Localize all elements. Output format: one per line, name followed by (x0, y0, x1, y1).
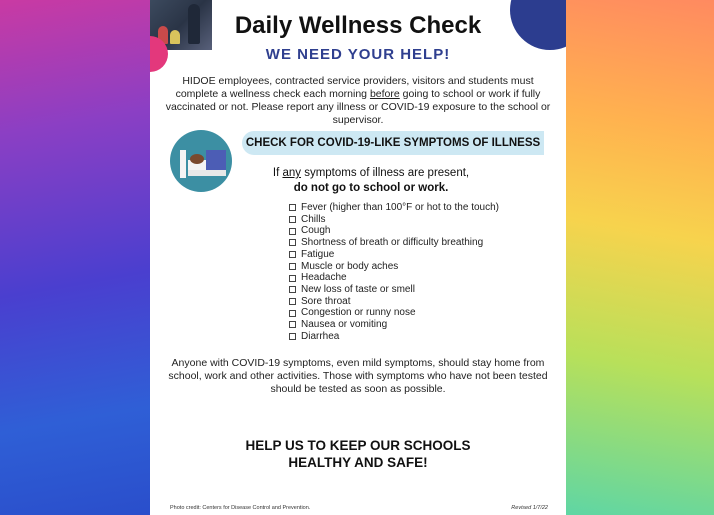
checkbox-icon[interactable] (289, 251, 296, 258)
symptom-label: Muscle or body aches (301, 260, 399, 272)
guidance-paragraph: Anyone with COVID-19 symptoms, even mild symptoms, should stay home from school, work and other activities. Those with symptoms who have not been tested should be tested as soon as possible. (168, 357, 548, 395)
symptom-label: Congestion or runny nose (301, 307, 416, 319)
symptom-label: Fever (higher than 100°F or hot to the touch) (301, 202, 499, 213)
symptoms-banner (242, 131, 544, 155)
gradient-background-left (0, 0, 150, 515)
warning-text-part: If (272, 167, 283, 179)
document-page (150, 0, 566, 515)
page-title: Daily Wellness Check (234, 12, 482, 39)
warning-text-part: symptoms of illness are present, (301, 167, 470, 179)
symptom-label: Chills (301, 213, 326, 225)
symptom-label: Headache (301, 272, 347, 284)
checkbox-icon[interactable] (289, 216, 296, 223)
symptom-label: Sore throat (301, 295, 351, 307)
intro-paragraph (164, 75, 552, 127)
list-item (289, 331, 499, 343)
warning-emphasis: any (282, 167, 302, 179)
symptom-label: Shortness of breath or difficulty breathing (301, 237, 484, 249)
list-item (289, 249, 499, 261)
warning-bold-line: do not go to school or work. (293, 182, 449, 194)
symptom-label: Fatigue (301, 248, 335, 260)
symptom-label: New loss of taste or smell (301, 283, 415, 295)
symptom-label: Diarrhea (301, 330, 340, 342)
revision-date: Revised 1/7/22 (511, 505, 548, 511)
banner-label: CHECK FOR COVID-19-LIKE SYMPTOMS OF ILLNESS (245, 137, 541, 149)
checkbox-icon[interactable] (289, 204, 296, 211)
closing-line: HEALTHY AND SAFE! (288, 455, 428, 470)
photo-credit: Photo credit: Centers for Disease Control and Prevention. (170, 505, 311, 511)
checkbox-icon[interactable] (289, 321, 296, 328)
checkbox-icon[interactable] (289, 286, 296, 293)
intro-text: going to school or work if fully vaccinated or not. Please report any illness or COVID-19 exposure to the school or supervisor. (165, 88, 551, 126)
checkbox-icon[interactable] (289, 275, 296, 282)
list-item (289, 296, 499, 308)
list-item (289, 225, 499, 237)
warning-text (220, 166, 522, 196)
symptom-label: Nausea or vomiting (301, 319, 388, 331)
closing-message (150, 437, 566, 471)
checkbox-icon[interactable] (289, 298, 296, 305)
checkbox-icon[interactable] (289, 333, 296, 340)
list-item (289, 202, 499, 214)
closing-line: HELP US TO KEEP OUR SCHOOLS (245, 438, 471, 453)
intro-emphasis: before (369, 88, 400, 100)
symptom-label: Cough (301, 225, 331, 237)
list-item (289, 214, 499, 226)
list-item (289, 319, 499, 331)
checkbox-icon[interactable] (289, 239, 296, 246)
gradient-background-right (566, 0, 714, 515)
list-item (289, 307, 499, 319)
intro-text: HIDOE employees, contracted service providers, visitors and students must complete a wellness check each morning (175, 75, 534, 100)
list-item (289, 284, 499, 296)
checkbox-icon[interactable] (289, 228, 296, 235)
checkbox-icon[interactable] (289, 310, 296, 317)
symptom-checklist (289, 202, 499, 342)
checkbox-icon[interactable] (289, 263, 296, 270)
list-item (289, 237, 499, 249)
list-item (289, 261, 499, 273)
page-subtitle: WE NEED YOUR HELP! (265, 46, 451, 63)
list-item (289, 272, 499, 284)
